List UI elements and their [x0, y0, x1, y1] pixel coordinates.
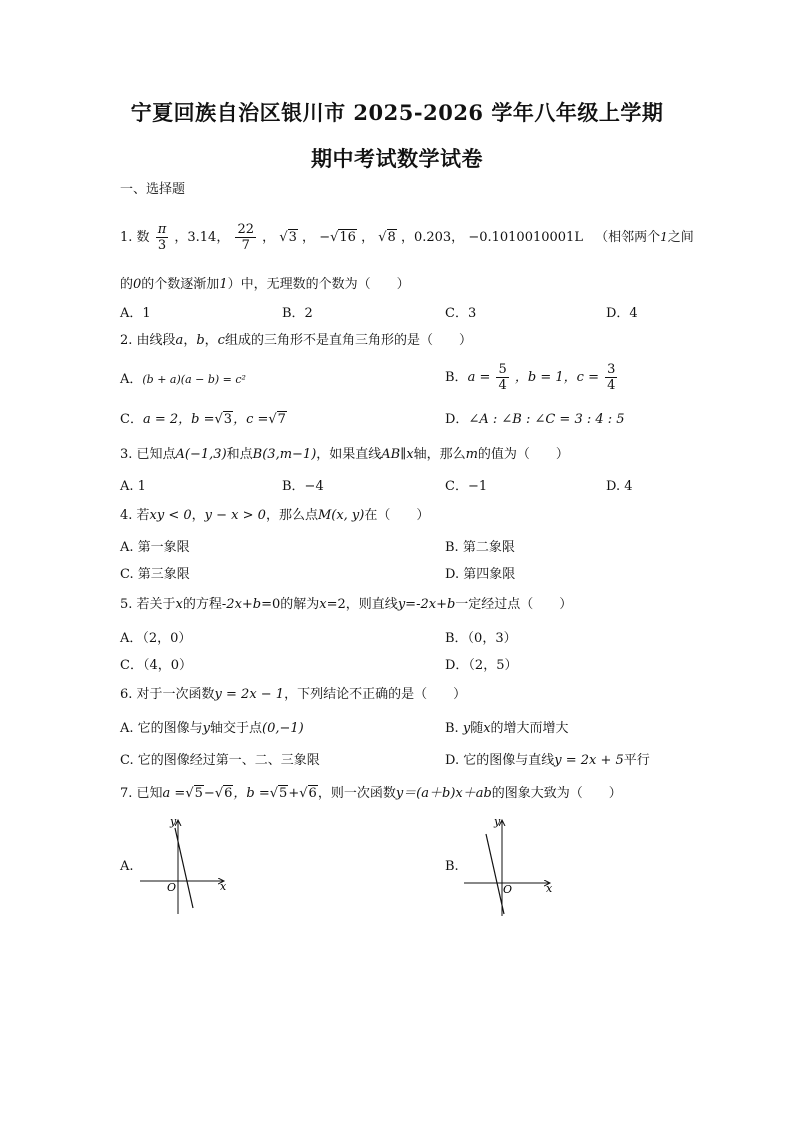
- q1-value-0203: ，0.203，: [400, 230, 465, 245]
- q1-lead: 1. 数: [120, 230, 150, 245]
- x-axis-label: x: [546, 882, 553, 895]
- q1-sqrt8: √8: [378, 230, 396, 245]
- q1-frac-22-7: $\frac{22}{7}$: [237, 222, 255, 253]
- section-heading: 一、选择题: [120, 182, 186, 197]
- q1-option-a[interactable]: A．1: [120, 306, 151, 321]
- q7-option-a-label[interactable]: A.: [120, 859, 134, 874]
- question-4-stem: 4. 若xy < 0，y − x > 0，那么点M(x, y)在（ ）: [120, 508, 430, 523]
- question-3-stem: 3. 已知点A(−1,3)和点B(3,m−1)，如果直线AB∥x轴，那么m的值为（ ）: [120, 447, 569, 462]
- y-axis-label: y: [494, 815, 501, 828]
- q5-option-d[interactable]: D．（2，5）: [445, 658, 518, 673]
- function-line: [486, 834, 504, 914]
- q3-option-c[interactable]: C．−1: [445, 479, 488, 494]
- q6-option-b[interactable]: B. y随x的增大而增大: [445, 721, 569, 736]
- q1-value-314: ，3.14，: [174, 230, 230, 245]
- q2-option-a[interactable]: A．(b + a)(a − b) = c²: [120, 372, 246, 387]
- question-2-stem: 2. 由线段a，b，c组成的三角形不是直角三角形的是（ ）: [120, 333, 472, 348]
- q4-option-a[interactable]: A. 第一象限: [120, 540, 190, 555]
- q7-graph-a[interactable]: [138, 812, 238, 916]
- q7-graph-b[interactable]: [462, 812, 562, 916]
- question-1-stem: [120, 222, 694, 253]
- q1-frac-pi: $\frac{\pi}{3}$: [157, 222, 167, 253]
- origin-label: O: [503, 883, 513, 896]
- q1-note: （相邻两个: [595, 230, 661, 245]
- q6-option-a[interactable]: A. 它的图像与y轴交于点(0,−1): [120, 721, 304, 736]
- q4-option-c[interactable]: C. 第三象限: [120, 567, 190, 582]
- question-1-stem-line2: 的0的个数逐渐加1）中，无理数的个数为（ ）: [120, 277, 410, 292]
- x-axis-label: x: [220, 880, 227, 893]
- q1-option-d[interactable]: D．4: [606, 306, 638, 321]
- q2-option-b[interactable]: B．a = $\frac{5}{4}$ ，b = 1，c = $\frac{3}{4}$: [445, 362, 616, 393]
- question-6-stem: 6. 对于一次函数y = 2x − 1，下列结论不正确的是（ ）: [120, 687, 467, 702]
- q1-value-long: −0.1010010001L: [468, 230, 583, 245]
- exam-title-line2: 期中考试数学试卷: [311, 146, 483, 171]
- q1-sqrt3: √3: [279, 230, 297, 245]
- exam-title-line1: 宁夏回族自治区银川市 2025-2026 学年八年级上学期: [130, 100, 664, 125]
- q1-sep: ，: [302, 230, 316, 245]
- q1-option-b[interactable]: B．2: [282, 306, 313, 321]
- q3-option-b[interactable]: B．−4: [282, 479, 324, 494]
- question-5-stem: 5. 若关于x的方程-2x+b=0的解为x=2，则直线y=-2x+b一定经过点（ ）: [120, 597, 573, 612]
- y-axis-label: y: [170, 815, 177, 828]
- q1-sep: ，: [361, 230, 375, 245]
- q6-option-d[interactable]: D. 它的图像与直线y = 2x + 5平行: [445, 753, 650, 768]
- q7-option-b-label[interactable]: B.: [445, 859, 459, 874]
- q2-option-c[interactable]: C．a = 2，b =√3，c =√7: [120, 412, 286, 427]
- q5-option-c[interactable]: C．（4，0）: [120, 658, 192, 673]
- q3-option-a[interactable]: A. 1: [120, 479, 146, 494]
- question-7-stem: 7. 已知a =√5−√6，b =√5+√6，则一次函数y＝(a＋b)x＋ab的图象大致为（ ）: [120, 786, 622, 801]
- q4-option-d[interactable]: D. 第四象限: [445, 567, 516, 582]
- q2-option-d[interactable]: D．∠A : ∠B : ∠C = 3 : 4 : 5: [445, 412, 625, 427]
- q4-option-b[interactable]: B. 第二象限: [445, 540, 515, 555]
- origin-label: O: [167, 881, 177, 894]
- q6-option-c[interactable]: C. 它的图像经过第一、二、三象限: [120, 753, 320, 768]
- q1-note-tail: 之间: [667, 230, 694, 245]
- q5-option-b[interactable]: B．（0，3）: [445, 631, 517, 646]
- q1-option-c[interactable]: C．3: [445, 306, 477, 321]
- q1-neg-sqrt16: −√16: [319, 230, 356, 245]
- q1-note-one: 1: [660, 230, 668, 244]
- q5-option-a[interactable]: A．（2，0）: [120, 631, 192, 646]
- q1-sep: ，: [262, 230, 276, 245]
- q3-option-d[interactable]: D. 4: [606, 479, 633, 494]
